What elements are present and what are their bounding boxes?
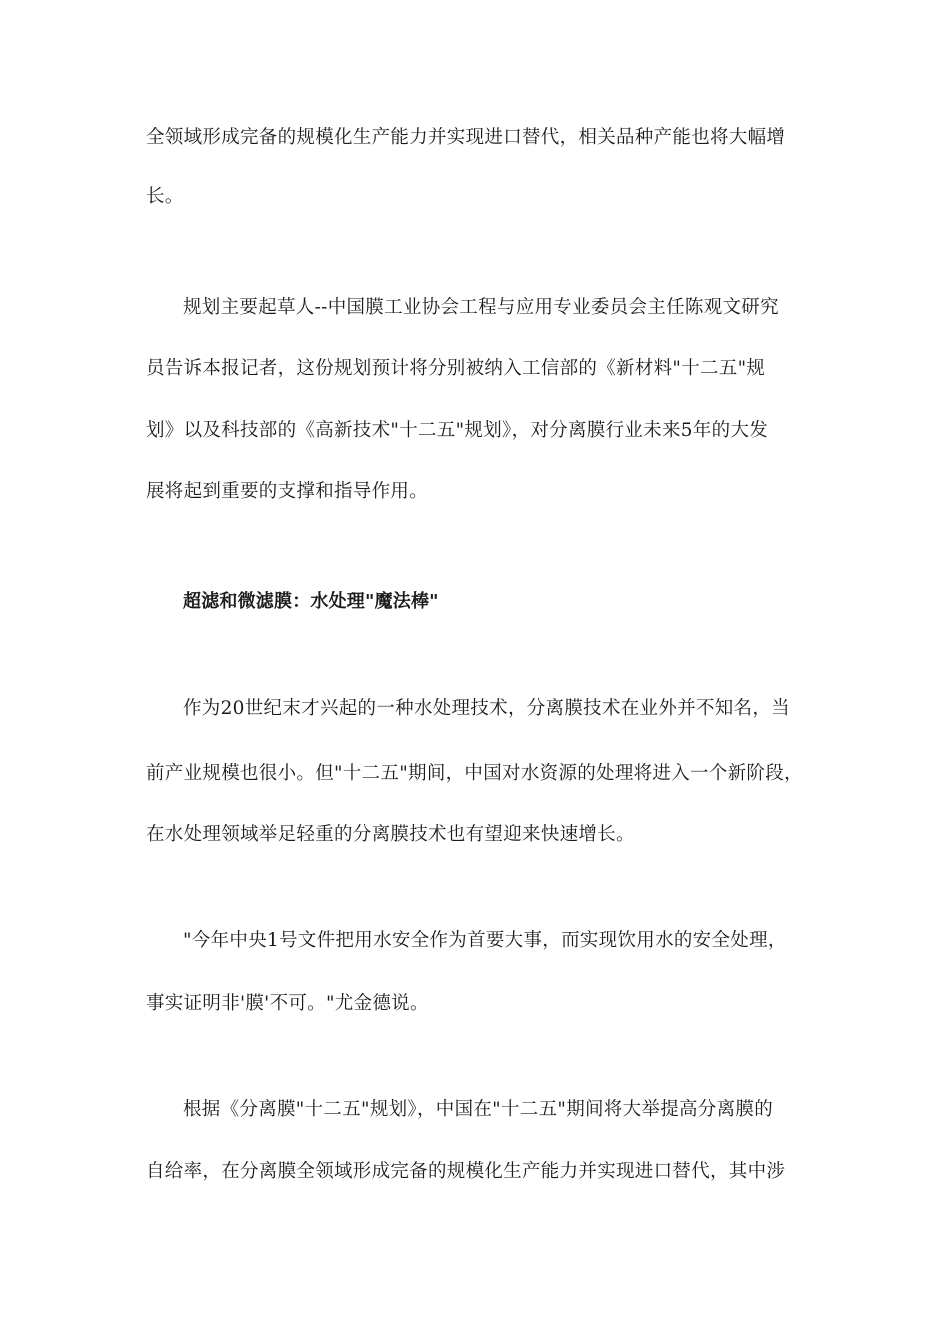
- paragraph-line: "今年中央1号文件把用水安全作为首要大事，而实现饮用水的安全处理，: [183, 930, 787, 951]
- paragraph-line: 规划主要起草人--中国膜工业协会工程与应用专业委员会主任陈观文研究: [183, 297, 779, 318]
- paragraph-line: 事实证明非'膜'不可。"尤金德说。: [146, 993, 429, 1014]
- paragraph-line: 展将起到重要的支撑和指导作用。: [146, 481, 429, 502]
- paragraph-line: 长。: [146, 186, 184, 207]
- paragraph-line: 在水处理领域举足轻重的分离膜技术也有望迎来快速增长。: [146, 824, 635, 845]
- paragraph-line: 员告诉本报记者，这份规划预计将分别被纳入工信部的《新材料"十二五"规: [146, 358, 766, 379]
- paragraph-line: 前产业规模也很小。但"十二五"期间，中国对水资源的处理将进入一个新阶段，: [146, 763, 803, 784]
- paragraph-line: 划》以及科技部的《高新技术"十二五"规划》，对分离膜行业未来5年的大发: [146, 420, 769, 441]
- paragraph-line: 作为20世纪末才兴起的一种水处理技术，分离膜技术在业外并不知名，当: [183, 698, 790, 719]
- paragraph-line: 根据《分离膜"十二五"规划》，中国在"十二五"期间将大举提高分离膜的: [183, 1099, 773, 1120]
- paragraph-line: 全领域形成完备的规模化生产能力并实现进口替代，相关品种产能也将大幅增: [146, 127, 786, 148]
- paragraph-line: 自给率，在分离膜全领域形成完备的规模化生产能力并实现进口替代，其中涉: [146, 1161, 786, 1182]
- section-heading: 超滤和微滤膜：水处理"魔法棒": [183, 591, 439, 612]
